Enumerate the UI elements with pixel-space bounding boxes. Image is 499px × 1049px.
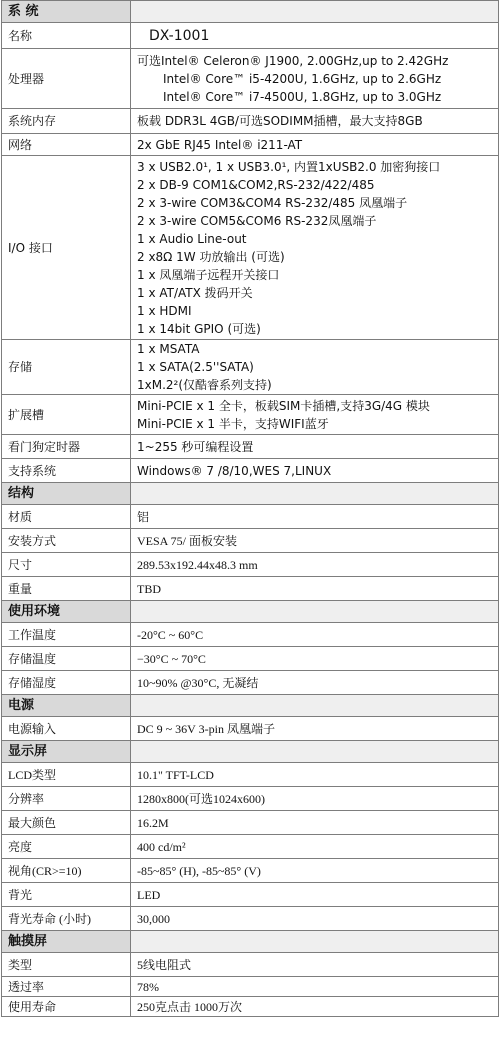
spec-label: 尺寸: [2, 553, 131, 577]
spec-value-line: VESA 75/ 面板安装: [137, 533, 238, 548]
spec-value-line: 铝: [137, 509, 150, 524]
spec-label: I/O 接口: [2, 156, 131, 340]
spec-value-line: 250克点击 1000万次: [137, 999, 243, 1014]
spec-row: [2, 23, 499, 49]
spec-row: [2, 553, 499, 577]
section-title: 使用环境: [2, 601, 131, 623]
spec-value: [131, 763, 499, 787]
spec-row: [2, 859, 499, 883]
spec-value-line: Mini-PCIE x 1 全卡，板载SIM卡插槽,支持3G/4G 模块: [137, 398, 430, 413]
spec-row: [2, 340, 499, 395]
spec-value: [131, 977, 499, 997]
spec-value-line: 78%: [137, 979, 159, 994]
spec-value-line: -85~85° (H), -85~85° (V): [137, 863, 261, 878]
spec-label: 亮度: [2, 835, 131, 859]
spec-row: [2, 156, 499, 340]
spec-value-line: 1 x 凤凰端子远程开关接口: [137, 267, 280, 282]
spec-value: [131, 859, 499, 883]
spec-label: 视角(CR>=10): [2, 859, 131, 883]
spec-value-line: LED: [137, 887, 161, 902]
spec-value-line: -20°C ~ 60°C: [137, 627, 204, 642]
spec-value: [131, 109, 499, 134]
spec-value-line: 1 x 14bit GPIO (可选): [137, 321, 261, 336]
spec-value: [131, 717, 499, 741]
spec-value-line: 30,000: [137, 911, 170, 926]
section-header: [2, 741, 499, 763]
spec-row: [2, 763, 499, 787]
spec-value-line: 1 x Audio Line-out: [137, 231, 247, 246]
spec-label: 透过率: [2, 977, 131, 997]
spec-value: [131, 647, 499, 671]
spec-label: 存储: [2, 340, 131, 395]
section-header: [2, 483, 499, 505]
spec-label: 背光: [2, 883, 131, 907]
spec-label: 安装方式: [2, 529, 131, 553]
spec-value: [131, 505, 499, 529]
spec-value: [131, 787, 499, 811]
spec-value: [131, 835, 499, 859]
spec-table-body: [2, 1, 499, 1017]
spec-value-line: 10~90% @30°C, 无凝结: [137, 675, 259, 690]
spec-value-line: 400 cd/m²: [137, 839, 186, 854]
section-title: 系 统: [2, 1, 131, 23]
spec-label: 使用寿命: [2, 997, 131, 1017]
spec-value-line: 1 x AT/ATX 拨码开关: [137, 285, 253, 300]
spec-label: 看门狗定时器: [2, 435, 131, 459]
spec-row: [2, 787, 499, 811]
spec-label: 系统内存: [2, 109, 131, 134]
spec-value-line: 可选Intel® Celeron® J1900, 2.00GHz,up to 2.42GHz: [137, 53, 449, 68]
spec-value: [131, 671, 499, 695]
spec-value: [131, 907, 499, 931]
spec-label: 扩展槽: [2, 395, 131, 435]
spec-value: [131, 577, 499, 601]
spec-row: [2, 577, 499, 601]
spec-value-line: −30°C ~ 70°C: [137, 651, 206, 666]
spec-value-line: DC 9 ~ 36V 3-pin 凤凰端子: [137, 721, 275, 736]
section-header-blank: [131, 1, 499, 23]
spec-value-line: 2 x DB-9 COM1&COM2,RS-232/422/485: [137, 177, 375, 192]
spec-label: 支持系统: [2, 459, 131, 483]
section-header: [2, 601, 499, 623]
spec-value-line: 289.53x192.44x48.3 mm: [137, 557, 258, 572]
spec-value-line: 1~255 秒可编程设置: [137, 439, 254, 454]
spec-value-line: 3 x USB2.0¹, 1 x USB3.0¹, 内置1xUSB2.0 加密狗接口: [137, 159, 441, 174]
spec-row: [2, 109, 499, 134]
spec-row: [2, 717, 499, 741]
section-header: [2, 695, 499, 717]
spec-label: 名称: [2, 23, 131, 49]
spec-value-line: 板载 DDR3L 4GB/可选SODIMM插槽，最大支持8GB: [137, 114, 423, 128]
spec-value: [131, 134, 499, 156]
spec-value: [131, 529, 499, 553]
spec-row: [2, 811, 499, 835]
spec-label: 存储湿度: [2, 671, 131, 695]
section-header-blank: [131, 601, 499, 623]
spec-value-line: 16.2M: [137, 815, 169, 830]
spec-table: [1, 0, 499, 1017]
spec-row: [2, 671, 499, 695]
spec-row: [2, 395, 499, 435]
spec-row: [2, 997, 499, 1017]
spec-value-line: 5线电阻式: [137, 957, 192, 972]
spec-value-line: 1 x SATA(2.5''SATA): [137, 360, 254, 374]
spec-value: [131, 395, 499, 435]
spec-value: [131, 953, 499, 977]
spec-value-line: 1280x800(可选1024x600): [137, 791, 265, 806]
spec-value: [131, 49, 499, 109]
spec-label: 电源输入: [2, 717, 131, 741]
spec-label: 网络: [2, 134, 131, 156]
section-header: [2, 1, 499, 23]
spec-label: 分辨率: [2, 787, 131, 811]
spec-value: [131, 553, 499, 577]
spec-row: [2, 977, 499, 997]
spec-row: [2, 835, 499, 859]
spec-row: [2, 459, 499, 483]
spec-label: 存储温度: [2, 647, 131, 671]
spec-row: [2, 529, 499, 553]
spec-label: LCD类型: [2, 763, 131, 787]
spec-value: [131, 435, 499, 459]
spec-label: 工作温度: [2, 623, 131, 647]
section-header-blank: [131, 695, 499, 717]
section-title: 电源: [2, 695, 131, 717]
spec-value-line: 2 x 3-wire COM5&COM6 RS-232凤凰端子: [137, 213, 377, 228]
spec-value: [131, 997, 499, 1017]
spec-value-line: 1xM.2²(仅酷睿系列支持): [137, 378, 272, 392]
spec-value-line: 2 x8Ω 1W 功放输出 (可选): [137, 249, 285, 264]
spec-label: 重量: [2, 577, 131, 601]
spec-value-line: Mini-PCIE x 1 半卡，支持WIFI蓝牙: [137, 416, 329, 431]
spec-value: [131, 459, 499, 483]
section-title: 结构: [2, 483, 131, 505]
spec-label: 处理器: [2, 49, 131, 109]
spec-value-line: 2 x 3-wire COM3&COM4 RS-232/485 凤凰端子: [137, 195, 408, 210]
section-header: [2, 931, 499, 953]
spec-row: [2, 49, 499, 109]
spec-row: [2, 435, 499, 459]
spec-label: 类型: [2, 953, 131, 977]
spec-row: [2, 505, 499, 529]
section-header-blank: [131, 931, 499, 953]
spec-value: [131, 811, 499, 835]
spec-label: 材质: [2, 505, 131, 529]
spec-value: [131, 23, 499, 49]
section-title: 触摸屏: [2, 931, 131, 953]
spec-value-line: DX-1001: [149, 27, 210, 44]
spec-row: [2, 907, 499, 931]
spec-row: [2, 647, 499, 671]
spec-value-line: 2x GbE RJ45 Intel® i211-AT: [137, 137, 303, 152]
spec-value-line: 1 x HDMI: [137, 303, 192, 318]
spec-value: [131, 156, 499, 340]
spec-value: [131, 340, 499, 395]
spec-value-line: Intel® Core™ i5-4200U, 1.6GHz, up to 2.6GHz: [163, 71, 442, 86]
spec-value-line: 10.1" TFT-LCD: [137, 767, 214, 782]
spec-value: [131, 623, 499, 647]
spec-value-line: 1 x MSATA: [137, 342, 200, 356]
spec-value-line: TBD: [137, 581, 161, 596]
section-header-blank: [131, 741, 499, 763]
spec-value-line: Intel® Core™ i7-4500U, 1.8GHz, up to 3.0GHz: [163, 89, 442, 104]
spec-value: [131, 883, 499, 907]
spec-label: 背光寿命 (小时): [2, 907, 131, 931]
spec-row: [2, 134, 499, 156]
spec-label: 最大颜色: [2, 811, 131, 835]
spec-row: [2, 623, 499, 647]
section-header-blank: [131, 483, 499, 505]
section-title: 显示屏: [2, 741, 131, 763]
spec-row: [2, 883, 499, 907]
spec-value-line: Windows® 7 /8/10,WES 7,LINUX: [137, 463, 332, 478]
spec-row: [2, 953, 499, 977]
